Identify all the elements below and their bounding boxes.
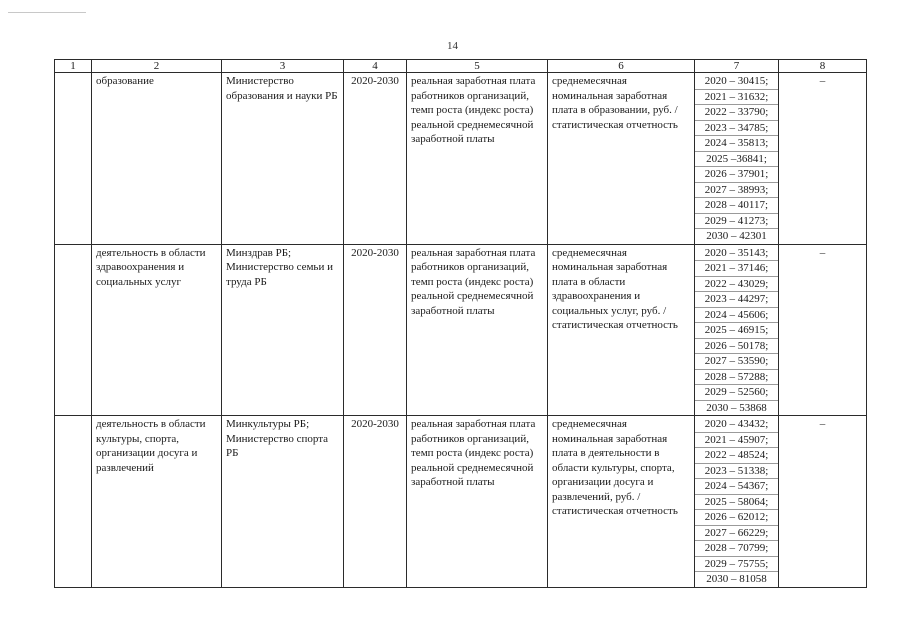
- executor-cell: Минздрав РБ; Министерство семьи и труда РБ: [222, 244, 344, 416]
- year-value: 2025 – 46915;: [695, 322, 778, 338]
- year-value: 2025 –36841;: [695, 151, 778, 167]
- executor-cell: Министерство образования и науки РБ: [222, 73, 344, 245]
- year-value: 2022 – 48524;: [695, 447, 778, 463]
- year-value: 2026 – 37901;: [695, 166, 778, 182]
- year-value: 2020 – 35143;: [704, 246, 769, 259]
- sector-cell: образование: [92, 73, 222, 245]
- column-header-3: 3: [222, 60, 344, 73]
- indicator-cell: реальная заработная плата работников организаций, темп роста (индекс роста) реальной среднемесячной заработной платы: [407, 73, 548, 245]
- year-value: 2020 – 30415;: [704, 75, 769, 87]
- row-number-cell: [55, 244, 92, 416]
- indicator-cell: реальная заработная плата работников организаций, темп роста (индекс роста) реальной среднемесячной заработной платы: [407, 244, 548, 416]
- year-value: 2023 – 51338;: [695, 463, 778, 479]
- year-value: 2027 – 53590;: [695, 353, 778, 369]
- year-value: 2028 – 40117;: [695, 197, 778, 213]
- year-value: 2022 – 33790;: [695, 104, 778, 120]
- indicators-table: [54, 59, 867, 588]
- column-header-4: 4: [344, 60, 407, 73]
- measure-cell: среднемесячная номинальная заработная плата в образовании, руб. / статистическая отчетность: [548, 73, 695, 245]
- period-cell: 2020-2030: [344, 244, 407, 416]
- row-number-cell: [55, 416, 92, 588]
- table-row-culture-sport: [55, 416, 867, 588]
- note-cell: –: [779, 244, 867, 416]
- executor-cell: Минкультуры РБ; Министерство спорта РБ: [222, 416, 344, 588]
- year-value: 2024 – 35813;: [695, 135, 778, 151]
- column-number-row: [55, 60, 867, 73]
- year-value: 2023 – 34785;: [695, 120, 778, 136]
- year-value: 2027 – 38993;: [695, 182, 778, 198]
- indicator-cell: реальная заработная плата работников организаций, темп роста (индекс роста) реальной среднемесячной заработной платы: [407, 416, 548, 588]
- year-values-cell: [695, 73, 779, 245]
- year-value: 2021 – 45907;: [695, 432, 778, 448]
- note-cell: –: [779, 416, 867, 588]
- year-value: 2028 – 57288;: [695, 369, 778, 385]
- year-value: 2020 – 43432;: [704, 418, 769, 430]
- note-cell: –: [779, 73, 867, 245]
- page-number: 14: [447, 40, 458, 52]
- column-header-1: 1: [55, 60, 92, 73]
- row-number-cell: [55, 73, 92, 245]
- year-values-cell: [695, 416, 779, 588]
- year-value: 2028 – 70799;: [695, 540, 778, 556]
- year-value: 2024 – 54367;: [695, 478, 778, 494]
- sector-cell: деятельность в области здравоохранения и социальных услуг: [92, 244, 222, 416]
- column-header-6: 6: [548, 60, 695, 73]
- year-value: 2027 – 66229;: [695, 525, 778, 541]
- year-value: 2029 – 41273;: [695, 213, 778, 229]
- year-value: 2030 – 42301: [695, 228, 778, 244]
- column-header-2: 2: [92, 60, 222, 73]
- year-value: 2021 – 31632;: [695, 89, 778, 105]
- period-cell: 2020-2030: [344, 73, 407, 245]
- column-header-5: 5: [407, 60, 548, 73]
- year-values-cell: [695, 244, 779, 416]
- table-row-education: [55, 73, 867, 245]
- year-value: 2030 – 53868: [695, 400, 778, 416]
- sector-cell: деятельность в области культуры, спорта, организации досуга и развлечений: [92, 416, 222, 588]
- top-scan-mark: [8, 12, 86, 13]
- column-header-8: 8: [779, 60, 867, 73]
- year-value: 2029 – 52560;: [695, 384, 778, 400]
- year-value: 2023 – 44297;: [695, 291, 778, 307]
- table-row-healthcare: [55, 244, 867, 416]
- year-value: 2030 – 81058: [695, 571, 778, 587]
- measure-cell: среднемесячная номинальная заработная плата в деятельности в области культуры, спорта, организации досуга и развлечений, руб. / статистическая отчетность: [548, 416, 695, 588]
- measure-cell: среднемесячная номинальная заработная плата в области здравоохранения и социальных услуг, руб. / статистическая отчетность: [548, 244, 695, 416]
- year-value: 2026 – 50178;: [695, 338, 778, 354]
- year-value: 2025 – 58064;: [695, 494, 778, 510]
- year-value: 2026 – 62012;: [695, 509, 778, 525]
- column-header-7: 7: [695, 60, 779, 73]
- year-value: 2024 – 45606;: [695, 307, 778, 323]
- year-value: 2021 – 37146;: [695, 260, 778, 276]
- period-cell: 2020-2030: [344, 416, 407, 588]
- year-value: 2029 – 75755;: [695, 556, 778, 572]
- year-value: 2022 – 43029;: [695, 276, 778, 292]
